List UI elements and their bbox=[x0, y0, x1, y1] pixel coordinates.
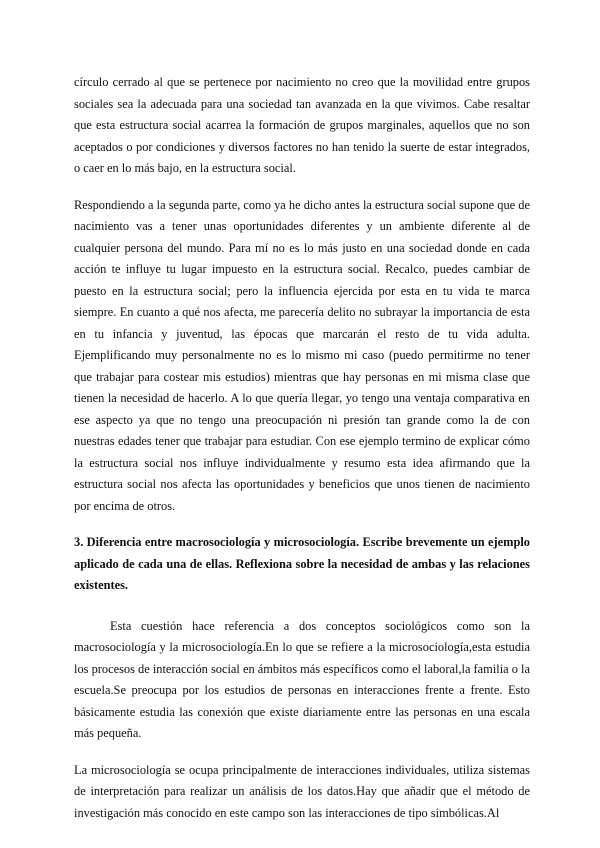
question-3-heading: 3. Diferencia entre macrosociología y microsociología. Escribe brevemente un ejemplo aplicado de cada una de ellas. Reflexiona sobre la necesidad de ambas y las relaciones existentes. bbox=[74, 535, 530, 592]
paragraph-macro-micro-intro: Esta cuestión hace referencia a dos conceptos sociológicos como son la macrosociología y la microsociología.En lo que se refiere a la microsociología,esta estudia los procesos de interacción social en ámbitos más específicos como el laboral,la familia o la escuela.Se preocupa por los estudios de personas en interacciones frente a frente. Esto básicamente estudia las conexión que existe diariamente entre las personas en una escala más pequeña. bbox=[74, 618, 530, 740]
paragraph-microsociology: La microsociología se ocupa principalmente de interacciones individuales, utiliza sistemas de interpretación para realizar un análisis de los datos.Hay que añadir que el método de investigación más conocido en este campo son las interacciones de tipo simbólicas.Al bbox=[74, 762, 530, 820]
paragraph-social-structure-closing: círculo cerrado al que se pertenece por nacimiento no creo que la movilidad entre grupos sociales sea la adecuada para una sociedad tan avanzada en la que vivimos. Cabe resaltar que esta estructura social acarrea la formación de grupos marginales, aquellos que no son aceptados o por condiciones y diversos factores no han tenido la suerte de estar integrados, o caer en lo más bajo, en la estructura social. bbox=[74, 75, 530, 175]
paragraph-second-part-response: Respondiendo a la segunda parte, como ya he dicho antes la estructura social supone que de nacimiento vas a tener unas oportunidades diferentes y un ambiente diferente al de cualquier persona del mundo. Para mí no es lo más justo en una sociedad donde en cada acción te influye tu lugar impuesto en la estructura social. Recalco, puedes cambiar de puesto en la estructura social; pero la influencia ejercida por esta en tu vida te marca siempre. En cuanto a qué nos afecta, me parecería delito no subrayar la importancia de esta en tu infancia y juventud, las épocas que marcarán el resto de tu vida adulta. Ejemplificando muy personalmente no es lo mismo mi caso (puedo permitirme no tener que trabajar para costear mis estudios) mientras que hay personas en mi misma clase que tienen la necesidad de hacerlo. A lo que quería llegar, yo tengo una ventaja comparativa en ese aspecto ya que no tengo una preocupación ni presión tan grande como la de con nuestras edades tener que trabajar para estudiar. Con ese ejemplo termino de explicar cómo la estructura social nos influye individualmente y resumo esta idea afirmando que la estructura social nos afecta las oportunidades y beneficios que unos tienen de nacimiento por encima de otros. bbox=[74, 197, 530, 513]
